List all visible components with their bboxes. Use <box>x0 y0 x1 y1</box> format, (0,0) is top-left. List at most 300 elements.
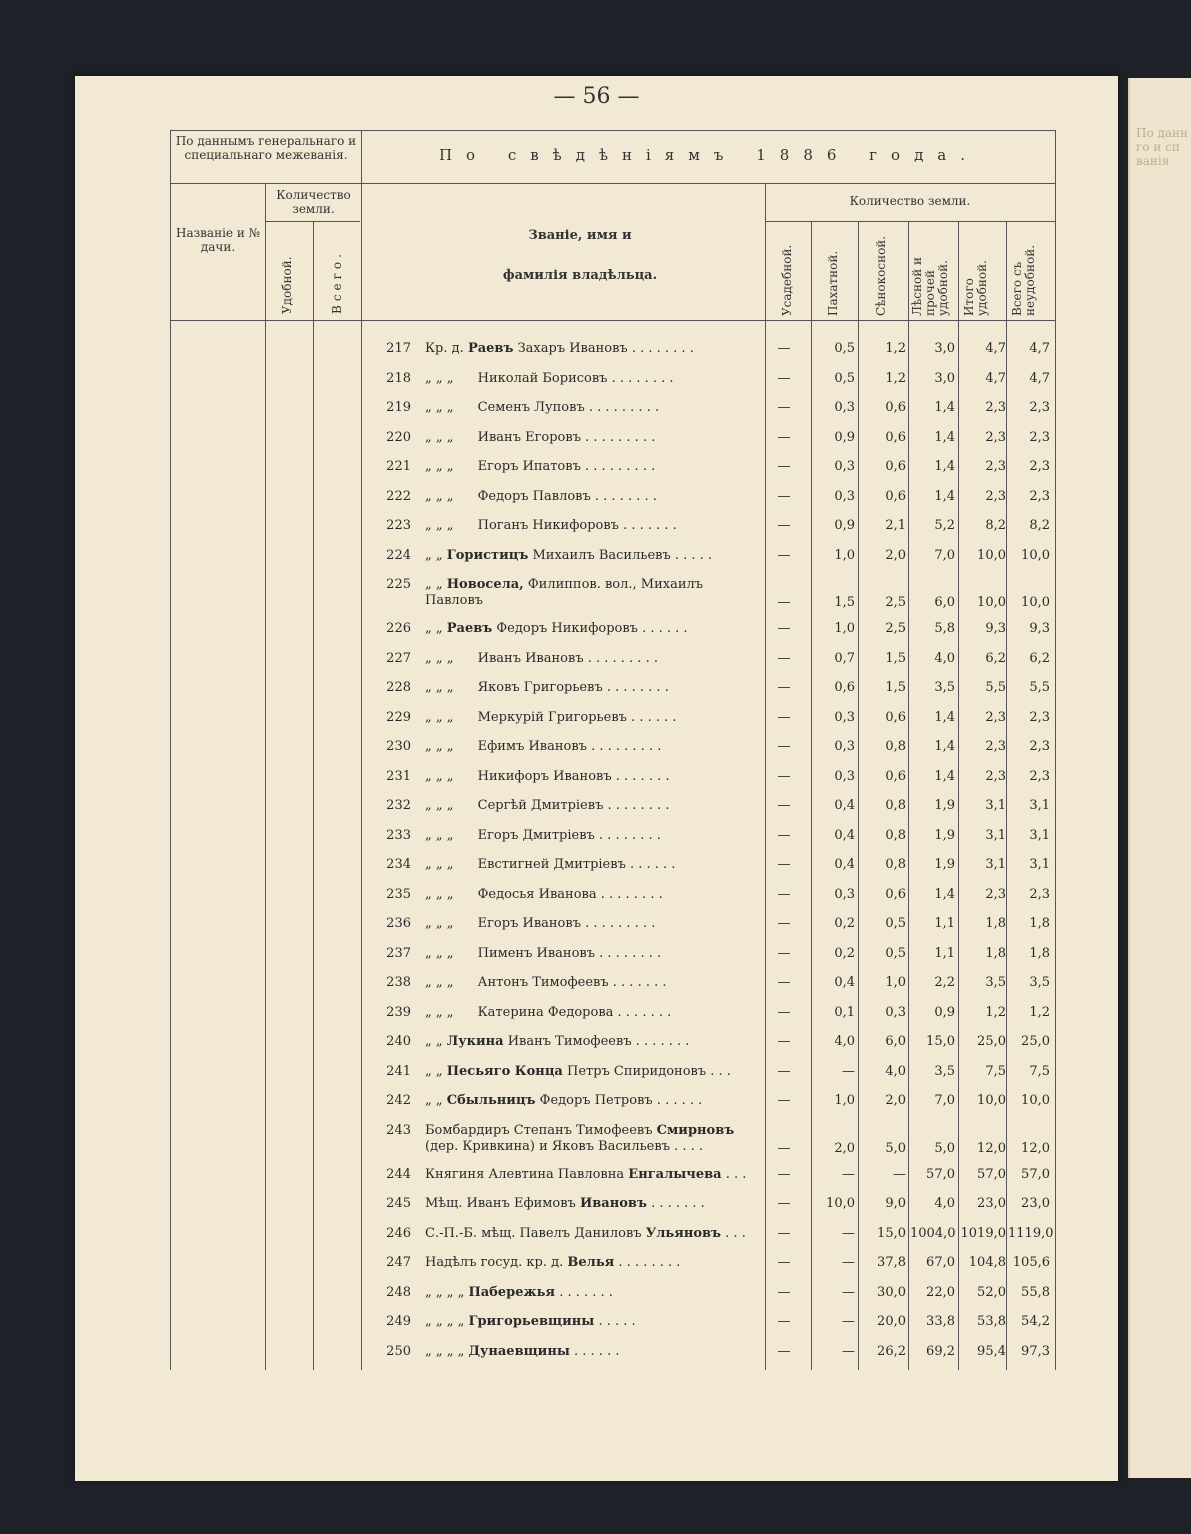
value-vsego: 4,7 <box>1029 370 1050 386</box>
owner-surname: Раевъ <box>446 621 493 636</box>
owner-name <box>425 887 765 902</box>
row-number: 225 <box>386 577 411 592</box>
value-usadebnoy: — <box>777 1225 791 1241</box>
value-lesnoy: 6,0 <box>934 595 955 610</box>
owner-prefix: „ „ „ <box>425 370 454 386</box>
row-number: 221 <box>386 459 411 474</box>
value-pahatnoy: 0,6 <box>834 680 855 695</box>
value-itogo: 6,2 <box>985 650 1006 666</box>
value-vsego: 105,6 <box>1012 1255 1050 1270</box>
owner-given-names: Сергѣй Дмитріевъ . . . . . . . . <box>477 798 670 813</box>
owner-prefix: „ „ „ <box>425 680 454 695</box>
owner-given-names: Иванъ Егоровъ . . . . . . . . . <box>477 429 656 445</box>
value-vsego: 2,3 <box>1029 739 1050 754</box>
header-col-sen: Сѣнокосной. <box>874 235 888 316</box>
value-pahatnoy: 1,0 <box>834 547 855 563</box>
value-pahatnoy: 1,0 <box>834 1093 855 1108</box>
owner-name <box>425 548 765 563</box>
value-itogo: 4,7 <box>985 370 1006 386</box>
header-col-vse: Всего съ неудобной. <box>1010 244 1037 316</box>
value-lesnoy: 15,0 <box>926 1034 955 1049</box>
value-vsego: 12,0 <box>1021 1140 1050 1156</box>
value-itogo: 10,0 <box>977 1093 1006 1108</box>
owner-name <box>425 651 765 666</box>
value-pahatnoy: — <box>842 1063 855 1079</box>
page-number: — 56 — <box>553 84 640 109</box>
value-usadebnoy: — <box>777 1196 791 1211</box>
value-usadebnoy: — <box>777 1063 791 1079</box>
value-itogo: 2,3 <box>985 488 1006 504</box>
value-vsego: 5,5 <box>1029 680 1050 695</box>
value-usadebnoy: — <box>777 1343 791 1359</box>
value-lesnoy: 1,4 <box>934 459 955 474</box>
value-senokosnoy: 0,6 <box>885 459 906 474</box>
owner-prefix: „ „ „ <box>425 857 454 872</box>
value-itogo: 2,3 <box>985 459 1006 474</box>
value-pahatnoy: 0,4 <box>834 827 855 843</box>
value-usadebnoy: — <box>777 621 791 636</box>
owner-surname: Смирновъ <box>656 1122 735 1138</box>
row-number: 220 <box>386 429 411 445</box>
row-number: 235 <box>386 886 411 902</box>
value-vsego: 6,2 <box>1029 650 1050 666</box>
row-number: 249 <box>386 1314 411 1329</box>
owner-name <box>425 769 765 784</box>
value-senokosnoy: — <box>893 1166 906 1182</box>
value-itogo: 2,3 <box>985 400 1006 415</box>
value-pahatnoy: 10,0 <box>826 1196 855 1211</box>
value-vsego: 3,1 <box>1029 827 1050 843</box>
value-vsego: 1119,0 <box>1008 1225 1054 1241</box>
owner-name <box>425 1005 765 1020</box>
col-line-8 <box>908 221 909 1370</box>
value-senokosnoy: 5,0 <box>885 1140 906 1156</box>
owner-name <box>425 828 765 843</box>
value-usadebnoy: — <box>777 768 791 784</box>
owner-surname: Григорьевщины <box>468 1314 595 1329</box>
owner-surname: Новосела, <box>446 577 524 592</box>
owner-prefix: „ „ „ <box>425 709 454 725</box>
row-number: 244 <box>386 1166 411 1182</box>
col-line-6 <box>811 221 812 1370</box>
value-pahatnoy: 4,0 <box>834 1034 855 1049</box>
value-usadebnoy: — <box>777 739 791 754</box>
owner-given-names: Ефимъ Ивановъ . . . . . . . . . <box>477 739 662 754</box>
value-usadebnoy: — <box>777 1004 791 1020</box>
value-lesnoy: 4,0 <box>934 650 955 666</box>
owner-surname: Раевъ <box>467 341 514 356</box>
value-senokosnoy: 0,8 <box>885 739 906 754</box>
value-itogo: 3,5 <box>985 975 1006 990</box>
owner-name <box>425 1255 765 1270</box>
value-senokosnoy: 0,6 <box>885 709 906 725</box>
value-lesnoy: 3,0 <box>934 370 955 386</box>
value-senokosnoy: 2,1 <box>885 518 906 533</box>
row-number: 227 <box>386 650 411 666</box>
value-senokosnoy: 0,6 <box>885 488 906 504</box>
row-number: 240 <box>386 1034 411 1049</box>
col-line-9 <box>958 221 959 1370</box>
value-lesnoy: 67,0 <box>926 1255 955 1270</box>
owner-name <box>425 1196 765 1211</box>
owner-surname: Гористицъ <box>446 547 529 563</box>
value-senokosnoy: 0,5 <box>885 945 906 961</box>
col-line-2 <box>265 183 266 1370</box>
value-senokosnoy: 1,0 <box>885 975 906 990</box>
value-pahatnoy: — <box>842 1166 855 1182</box>
owner-given-names: (дер. Кривкина) и Яковъ Васильевъ . . . . <box>425 1138 704 1154</box>
value-senokosnoy: 37,8 <box>877 1255 906 1270</box>
value-senokosnoy: 15,0 <box>877 1225 906 1241</box>
value-vsego: 2,3 <box>1029 400 1050 415</box>
value-itogo: 2,3 <box>985 709 1006 725</box>
value-pahatnoy: — <box>842 1314 855 1329</box>
owner-surname: Сбыльницъ <box>446 1093 536 1108</box>
owner-surname: Лукина <box>446 1034 504 1049</box>
value-vsego: 4,7 <box>1029 341 1050 356</box>
value-usadebnoy: — <box>777 488 791 504</box>
value-usadebnoy: — <box>777 945 791 961</box>
value-senokosnoy: 0,8 <box>885 857 906 872</box>
value-usadebnoy: — <box>777 827 791 843</box>
value-itogo: 3,1 <box>985 798 1006 813</box>
value-pahatnoy: 1,0 <box>834 621 855 636</box>
owner-prefix: С.-П.-Б. мѣщ. Павелъ Даниловъ <box>425 1225 642 1241</box>
value-itogo: 1019,0 <box>960 1225 1006 1241</box>
value-lesnoy: 1,1 <box>934 945 955 961</box>
value-usadebnoy: — <box>777 459 791 474</box>
header-left-qty: Количество земли. <box>276 188 351 216</box>
owner-name <box>425 857 765 872</box>
owner-prefix: „ „ „ <box>425 459 454 474</box>
row-number: 242 <box>386 1093 411 1108</box>
value-itogo: 2,3 <box>985 768 1006 784</box>
value-lesnoy: 2,2 <box>934 975 955 990</box>
value-vsego: 3,5 <box>1029 975 1050 990</box>
owner-name <box>425 798 765 813</box>
document-page <box>75 76 1118 1481</box>
value-lesnoy: 1,4 <box>934 886 955 902</box>
value-vsego: 10,0 <box>1021 547 1050 563</box>
value-pahatnoy: 0,9 <box>834 429 855 445</box>
value-lesnoy: 22,0 <box>926 1284 955 1300</box>
value-vsego: 3,1 <box>1029 798 1050 813</box>
value-vsego: 1,8 <box>1029 945 1050 961</box>
header-qty: Количество земли. <box>849 194 971 208</box>
owner-name <box>425 1064 765 1079</box>
header-col-itog: Итого удобной. <box>962 260 989 316</box>
owner-given-names: Антонъ Тимофеевъ . . . . . . . <box>477 975 667 990</box>
value-lesnoy: 69,2 <box>926 1343 955 1359</box>
owner-name <box>425 1093 765 1108</box>
owner-given-names: Поганъ Никифоровъ . . . . . . . <box>477 518 677 533</box>
value-lesnoy: 1004,0 <box>910 1225 956 1241</box>
row-number: 246 <box>386 1225 411 1241</box>
value-itogo: 4,7 <box>985 341 1006 356</box>
value-lesnoy: 1,4 <box>934 739 955 754</box>
owner-prefix: Княгиня Алевтина Павловна <box>425 1166 625 1182</box>
owner-given-names: Семенъ Луповъ . . . . . . . . . <box>477 400 660 415</box>
owner-prefix: „ „ „ <box>425 400 454 415</box>
value-senokosnoy: 6,0 <box>885 1034 906 1049</box>
value-senokosnoy: 1,2 <box>885 370 906 386</box>
owner-name <box>425 371 765 386</box>
header-rule-1 <box>170 183 1055 184</box>
value-itogo: 95,4 <box>977 1343 1006 1359</box>
value-vsego: 8,2 <box>1029 518 1050 533</box>
value-senokosnoy: 2,5 <box>885 621 906 636</box>
value-usadebnoy: — <box>777 1314 791 1329</box>
value-usadebnoy: — <box>777 1034 791 1049</box>
value-senokosnoy: 0,8 <box>885 798 906 813</box>
header-bottom-rule <box>170 320 1055 321</box>
value-pahatnoy: 0,3 <box>834 739 855 754</box>
row-number: 238 <box>386 975 411 990</box>
owner-given-names: Федоръ Петровъ . . . . . . <box>539 1093 703 1108</box>
row-number: 218 <box>386 370 411 386</box>
value-itogo: 53,8 <box>977 1314 1006 1329</box>
value-usadebnoy: — <box>777 400 791 415</box>
owner-name <box>425 739 765 754</box>
value-itogo: 3,1 <box>985 857 1006 872</box>
value-pahatnoy: — <box>842 1225 855 1241</box>
value-lesnoy: 5,0 <box>934 1140 955 1156</box>
owner-prefix: „ „ „ „ <box>425 1284 465 1300</box>
value-senokosnoy: 30,0 <box>877 1284 906 1300</box>
col-line-3 <box>313 221 314 1370</box>
header-col-pah: Пахатной. <box>826 250 840 316</box>
row-number: 245 <box>386 1196 411 1211</box>
owner-surname: Ивановъ <box>579 1196 647 1211</box>
owner-prefix: „ „ „ <box>425 488 454 504</box>
value-vsego: 2,3 <box>1029 488 1050 504</box>
value-senokosnoy: 2,5 <box>885 595 906 610</box>
value-vsego: 7,5 <box>1029 1063 1050 1079</box>
owner-given-names: Егоръ Дмитріевъ . . . . . . . . <box>477 827 661 843</box>
col-line-10 <box>1006 221 1007 1370</box>
value-usadebnoy: — <box>777 547 791 563</box>
value-senokosnoy: 1,5 <box>885 680 906 695</box>
header-left-top: По даннымъ генеральнаго и специальнаго межеванія. <box>175 134 357 162</box>
row-number: 236 <box>386 916 411 931</box>
value-vsego: 2,3 <box>1029 429 1050 445</box>
owner-prefix: „ „ <box>425 621 443 636</box>
row-number: 237 <box>386 945 411 961</box>
value-vsego: 2,3 <box>1029 709 1050 725</box>
col-line-1 <box>170 130 171 1370</box>
owner-given-names: . . . . . . . <box>651 1196 705 1211</box>
owner-given-names: Иванъ Тимофеевъ . . . . . . . <box>507 1034 690 1049</box>
owner-prefix: „ „ „ <box>425 798 454 813</box>
value-usadebnoy: — <box>777 709 791 725</box>
row-number: 239 <box>386 1004 411 1020</box>
owner-name <box>425 430 765 445</box>
value-senokosnoy: 2,0 <box>885 1093 906 1108</box>
value-lesnoy: 33,8 <box>926 1314 955 1329</box>
value-senokosnoy: 0,6 <box>885 400 906 415</box>
value-lesnoy: 1,4 <box>934 429 955 445</box>
value-senokosnoy: 0,6 <box>885 429 906 445</box>
value-vsego: 2,3 <box>1029 886 1050 902</box>
value-vsego: 57,0 <box>1021 1166 1050 1182</box>
value-lesnoy: 1,4 <box>934 768 955 784</box>
owner-name <box>425 1226 765 1241</box>
owner-prefix: „ „ „ <box>425 518 454 533</box>
owner-given-names: Захаръ Ивановъ . . . . . . . . <box>517 341 694 356</box>
owner-name <box>425 489 765 504</box>
value-usadebnoy: — <box>777 857 791 872</box>
owner-prefix: „ „ <box>425 1034 443 1049</box>
owner-given-names: Николай Борисовъ . . . . . . . . <box>477 370 674 386</box>
value-usadebnoy: — <box>777 518 791 533</box>
row-number: 223 <box>386 518 411 533</box>
value-senokosnoy: 4,0 <box>885 1063 906 1079</box>
value-itogo: 1,8 <box>985 916 1006 931</box>
value-pahatnoy: — <box>842 1343 855 1359</box>
owner-prefix: „ „ „ <box>425 650 454 666</box>
owner-surname: Велья <box>567 1255 615 1270</box>
value-pahatnoy: 0,3 <box>834 768 855 784</box>
value-usadebnoy: — <box>777 1093 791 1108</box>
owner-prefix: „ „ „ <box>425 429 454 445</box>
owner-given-names: Егоръ Ивановъ . . . . . . . . . <box>477 916 656 931</box>
owner-prefix: Надѣлъ госуд. кр. д. <box>425 1255 564 1270</box>
owner-given-names: . . . . . . . . <box>618 1255 681 1270</box>
value-usadebnoy: — <box>777 975 791 990</box>
value-lesnoy: 1,4 <box>934 488 955 504</box>
owner-prefix: „ „ <box>425 547 443 563</box>
owner-name <box>425 916 765 931</box>
value-itogo: 2,3 <box>985 886 1006 902</box>
value-senokosnoy: 9,0 <box>885 1196 906 1211</box>
value-lesnoy: 7,0 <box>934 1093 955 1108</box>
owner-name <box>425 1285 765 1300</box>
owner-given-names: Яковъ Григорьевъ . . . . . . . . <box>477 680 669 695</box>
row-number: 226 <box>386 621 411 636</box>
row-number: 232 <box>386 798 411 813</box>
value-vsego: 23,0 <box>1021 1196 1050 1211</box>
owner-prefix: „ „ „ <box>425 945 454 961</box>
row-number: 224 <box>386 547 411 563</box>
owner-prefix: „ „ „ <box>425 975 454 990</box>
header-col-usad: Усадебной. <box>780 244 794 316</box>
value-lesnoy: 3,0 <box>934 341 955 356</box>
row-number: 229 <box>386 709 411 725</box>
owner-prefix: „ „ „ <box>425 768 454 784</box>
value-senokosnoy: 2,0 <box>885 547 906 563</box>
value-vsego: 10,0 <box>1021 595 1050 610</box>
row-number: 233 <box>386 827 411 843</box>
value-itogo: 104,8 <box>968 1255 1006 1270</box>
value-itogo: 1,2 <box>985 1004 1006 1020</box>
value-vsego: 1,2 <box>1029 1004 1050 1020</box>
row-number: 228 <box>386 680 411 695</box>
value-senokosnoy: 0,5 <box>885 916 906 931</box>
adjacent-page-edge <box>1128 78 1191 1478</box>
value-pahatnoy: 0,4 <box>834 857 855 872</box>
owner-prefix: „ „ „ <box>425 827 454 843</box>
row-number: 234 <box>386 857 411 872</box>
value-itogo: 10,0 <box>977 547 1006 563</box>
owner-prefix: Бомбардиръ Степанъ Тимофеевъ <box>425 1122 653 1138</box>
owner-prefix: „ „ „ <box>425 739 454 754</box>
value-pahatnoy: 0,3 <box>834 400 855 415</box>
value-itogo: 10,0 <box>977 595 1006 610</box>
owner-surname: Енгалычева <box>628 1166 722 1182</box>
value-itogo: 1,8 <box>985 945 1006 961</box>
value-usadebnoy: — <box>777 650 791 666</box>
header-col-les: Лѣсной и прочей удобной. <box>910 256 950 316</box>
value-pahatnoy: — <box>842 1255 855 1270</box>
row-number: 230 <box>386 739 411 754</box>
value-lesnoy: 57,0 <box>926 1166 955 1182</box>
value-pahatnoy: 0,5 <box>834 370 855 386</box>
value-vsego: 2,3 <box>1029 768 1050 784</box>
value-senokosnoy: 0,3 <box>885 1004 906 1020</box>
value-itogo: 12,0 <box>977 1140 1006 1156</box>
value-usadebnoy: — <box>777 1284 791 1300</box>
owner-name <box>425 621 765 636</box>
value-itogo: 57,0 <box>977 1166 1006 1182</box>
owner-prefix: Кр. д. <box>425 341 464 356</box>
owner-given-names: . . . . . . <box>574 1343 620 1359</box>
value-itogo: 23,0 <box>977 1196 1006 1211</box>
owner-name <box>425 710 765 725</box>
adjacent-page-bleed: По данн го и сп ванія <box>1136 126 1189 168</box>
value-pahatnoy: 2,0 <box>834 1140 855 1156</box>
owner-name <box>425 1344 765 1359</box>
value-usadebnoy: — <box>777 1255 791 1270</box>
owner-prefix: Мѣщ. Иванъ Ефимовъ <box>425 1196 576 1211</box>
owner-given-names: Петръ Спиридоновъ . . . <box>566 1063 731 1079</box>
value-vsego: 10,0 <box>1021 1093 1050 1108</box>
col-line-11 <box>1055 130 1056 1370</box>
row-number: 222 <box>386 488 411 504</box>
owner-name <box>425 459 765 474</box>
value-lesnoy: 3,5 <box>934 680 955 695</box>
value-vsego: 54,2 <box>1021 1314 1050 1329</box>
owner-given-names: . . . . . <box>598 1314 636 1329</box>
header-owner: Званіе, имя и фамилія владѣльца. <box>502 228 658 283</box>
value-lesnoy: 3,5 <box>934 1063 955 1079</box>
value-pahatnoy: 0,4 <box>834 975 855 990</box>
value-itogo: 8,2 <box>985 518 1006 533</box>
owner-name <box>425 1034 765 1049</box>
value-usadebnoy: — <box>777 595 791 610</box>
value-itogo: 5,5 <box>985 680 1006 695</box>
header-left-vsego: Всего. <box>330 250 344 314</box>
owner-prefix: „ „ „ <box>425 1004 454 1020</box>
value-pahatnoy: 0,3 <box>834 886 855 902</box>
owner-given-names: . . . <box>725 1225 746 1241</box>
owner-given-names: Евстигней Дмитріевъ . . . . . . <box>477 857 676 872</box>
value-pahatnoy: 0,3 <box>834 459 855 474</box>
value-itogo: 2,3 <box>985 739 1006 754</box>
value-pahatnoy: 0,2 <box>834 945 855 961</box>
table-top-rule <box>170 130 1055 131</box>
value-pahatnoy: 0,4 <box>834 798 855 813</box>
owner-prefix: „ „ „ <box>425 886 454 902</box>
header-left-name: Названіе и № дачи. <box>176 226 260 254</box>
owner-surname: Дунаевщины <box>468 1343 570 1359</box>
value-itogo: 2,3 <box>985 429 1006 445</box>
owner-name <box>425 946 765 961</box>
row-number: 217 <box>386 341 411 356</box>
value-vsego: 9,3 <box>1029 621 1050 636</box>
row-number: 248 <box>386 1284 411 1300</box>
owner-given-names: Федосья Иванова . . . . . . . . <box>477 886 663 902</box>
owner-name <box>425 1167 765 1182</box>
